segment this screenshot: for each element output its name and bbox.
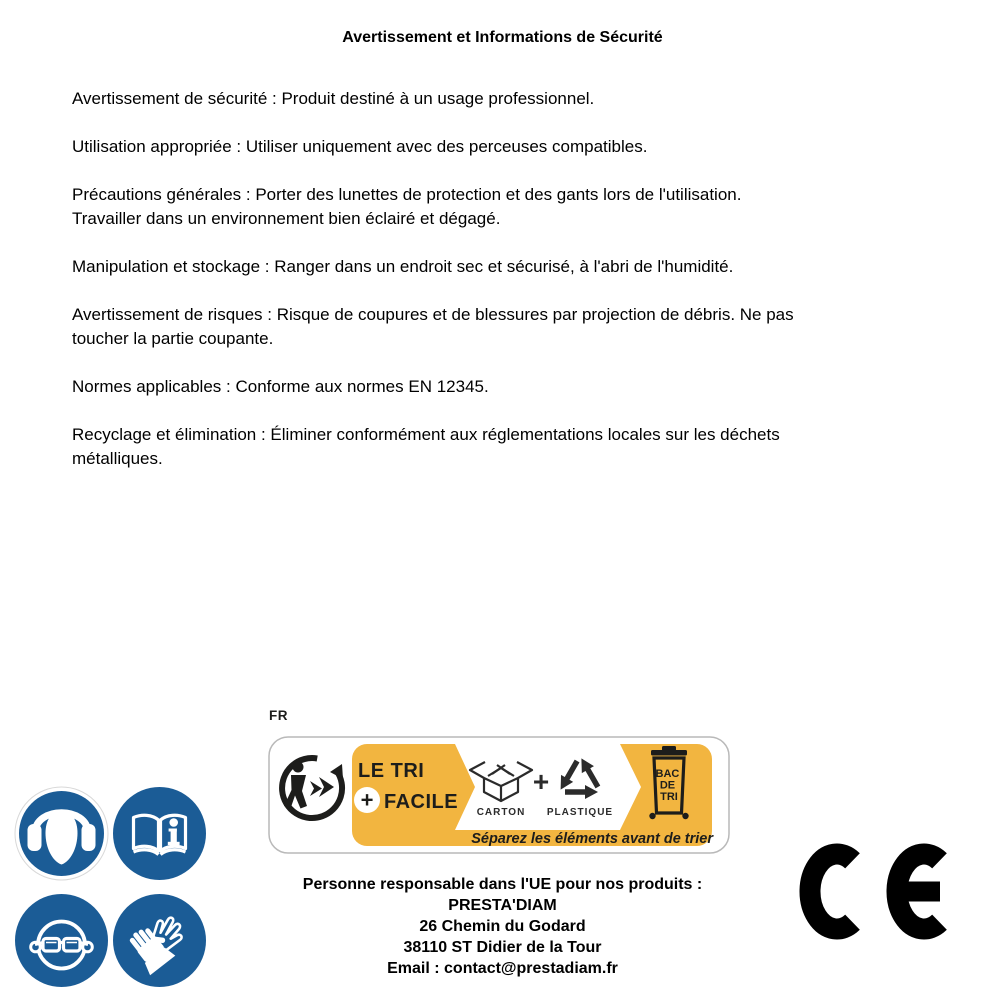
address-city: 38110 ST Didier de la Tour	[403, 939, 602, 956]
read-instruction-manual-icon	[112, 786, 207, 881]
material-label-plastique: PLASTIQUE	[546, 807, 614, 818]
paragraph-line: métalliques.	[72, 449, 163, 468]
paragraph-line: Précautions générales : Porter des lunettes de protection et des gants lors de l'utilisation.	[72, 185, 742, 204]
paragraph-line: Recyclage et élimination : Éliminer conformément aux réglementations locales sur les déchets	[72, 425, 780, 444]
paragraph-line: Utilisation appropriée : Utiliser uniquement avec des perceuses compatibles.	[72, 137, 648, 156]
safety-text	[72, 87, 965, 471]
bin-text-line: BAC	[655, 768, 680, 780]
paragraph-general-precautions	[72, 183, 965, 231]
company-name: PRESTA'DIAM	[448, 897, 557, 914]
contact-email: Email : contact@prestadiam.fr	[387, 960, 618, 977]
materials-plus-sign: +	[532, 766, 550, 797]
responsible-line: Personne responsable dans l'UE pour nos produits :	[302, 876, 703, 893]
material-label-carton: CARTON	[476, 807, 526, 818]
ce-marking-icon	[799, 843, 959, 940]
paragraph-line: toucher la partie coupante.	[72, 329, 274, 348]
brand-plus: +	[360, 787, 374, 813]
paragraph-line: Manipulation et stockage : Ranger dans un endroit sec et sécurisé, à l'abri de l'humidité.	[72, 257, 734, 276]
paragraph-line: Travailler dans un environnement bien éclairé et dégagé.	[72, 209, 501, 228]
fr-region-label: FR	[269, 708, 288, 723]
paragraph-handling-storage	[72, 255, 965, 279]
paragraph-safety-warning	[72, 87, 965, 111]
bin-text-line: DE	[659, 779, 676, 792]
wear-ear-protection-icon	[14, 786, 109, 881]
paragraph-appropriate-use	[72, 135, 965, 159]
bin-text-line: TRI	[660, 791, 678, 803]
page-title: Avertissement et Informations de Sécurité	[342, 29, 663, 46]
paragraph-line: Avertissement de risques : Risque de coupures et de blessures par projection de débris. Ne pas	[72, 305, 794, 324]
paragraph-risk-warning	[72, 303, 965, 351]
brand-line1: LE TRI	[358, 760, 425, 782]
paragraph-line: Normes applicables : Conforme aux normes EN 12345.	[72, 377, 489, 396]
address-street: 26 Chemin du Godard	[419, 918, 586, 935]
paragraph-line: Avertissement de sécurité : Produit destiné à un usage professionnel.	[72, 89, 595, 108]
paragraph-recycling	[72, 423, 965, 471]
paragraph-standards	[72, 375, 965, 399]
sorting-slogan: Séparez les éléments avant de trier	[471, 831, 713, 847]
infotri-recycling-label	[268, 736, 730, 854]
brand-line2: FACILE	[384, 791, 459, 813]
